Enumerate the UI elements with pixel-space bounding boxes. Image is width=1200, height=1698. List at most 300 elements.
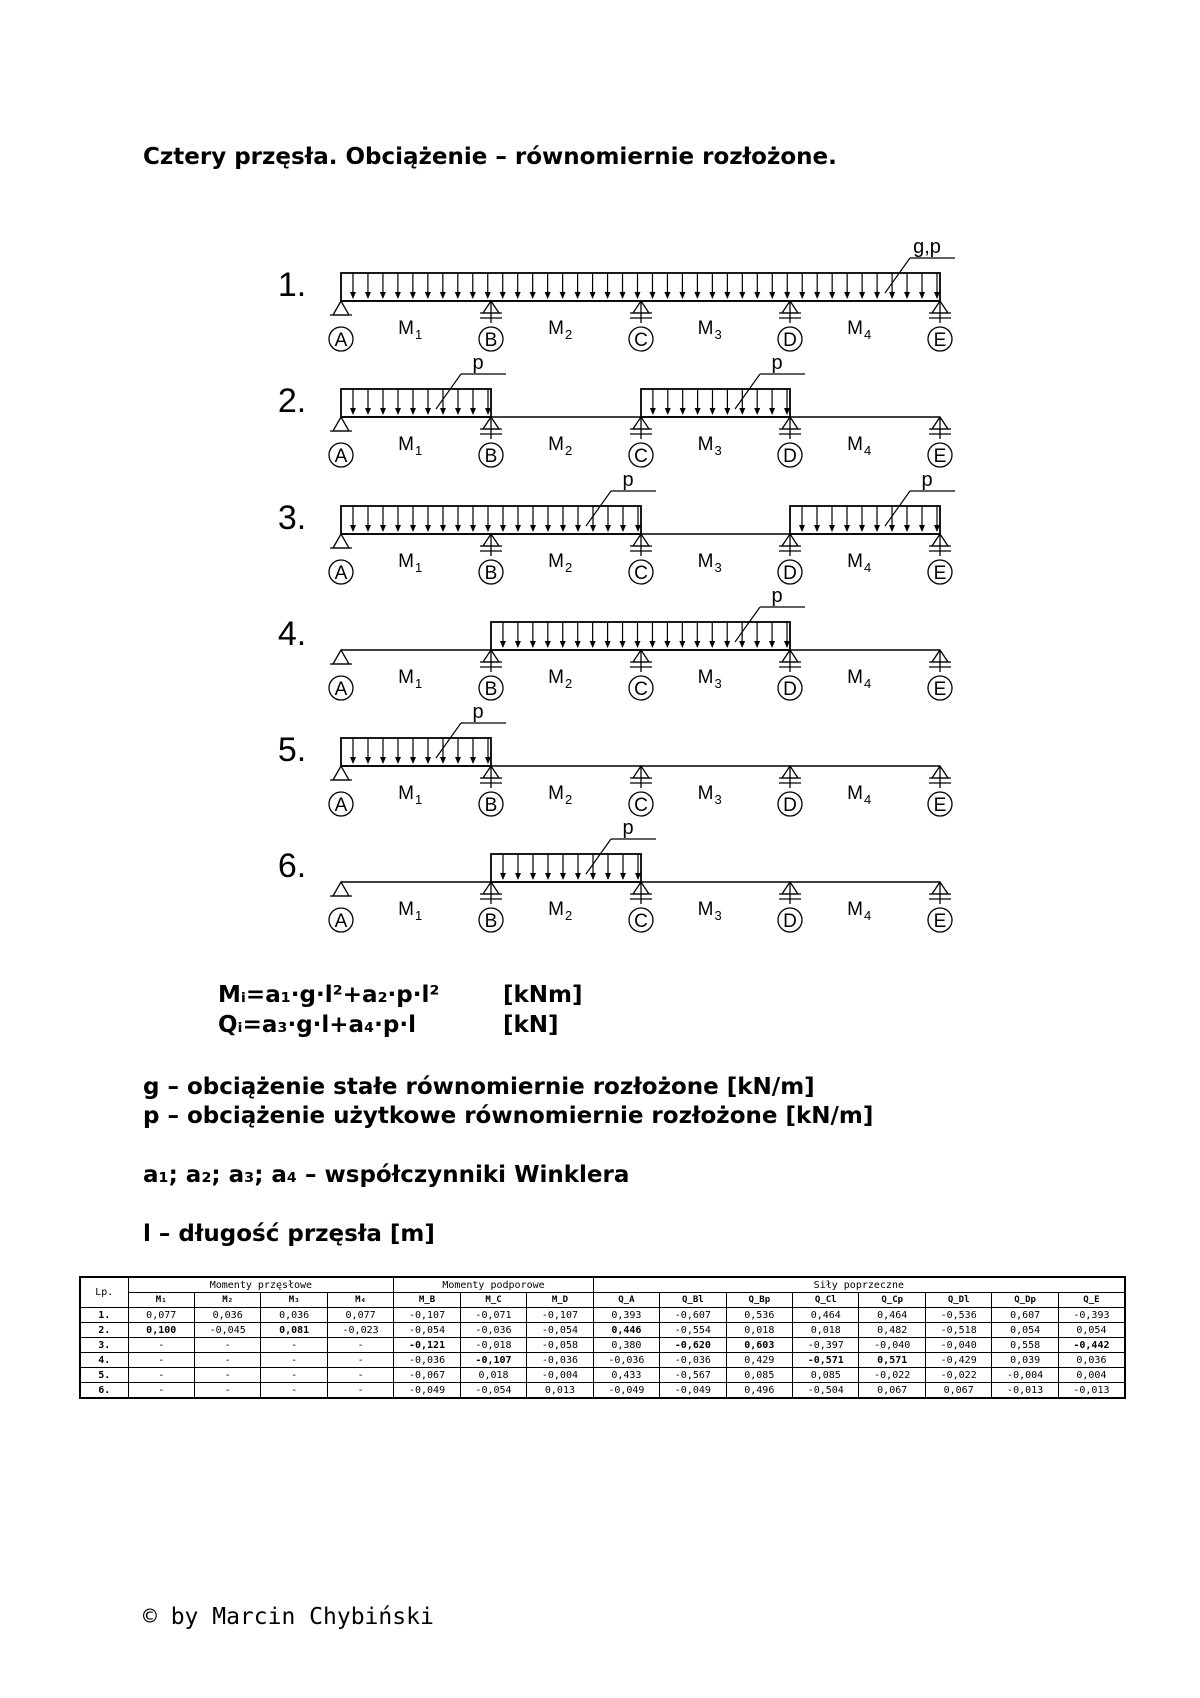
moment-label-sub: 2 [565, 560, 573, 575]
arrow-head [395, 292, 401, 299]
arrow-head [470, 292, 476, 299]
arrow-head [515, 525, 521, 532]
column-header: M_C [460, 1293, 526, 1308]
winkler-coefficients-table [79, 1276, 1126, 1399]
load-scheme [278, 236, 955, 351]
support-c [629, 301, 653, 351]
table-row [80, 1323, 1125, 1338]
moment-label-base: M [697, 318, 714, 339]
moment-label [847, 318, 871, 342]
moment-label [548, 899, 572, 923]
arrow-head [425, 408, 431, 415]
row-number: 3. [80, 1338, 128, 1353]
column-header: Q_E [1058, 1293, 1125, 1308]
support-b [479, 882, 503, 932]
column-header: M₄ [327, 1293, 393, 1308]
table-cell: 0,018 [460, 1368, 526, 1383]
moment-label-base: M [697, 899, 714, 920]
support-c [629, 882, 653, 932]
table-cell: 0,018 [726, 1323, 792, 1338]
load-scheme [278, 469, 955, 584]
moment-label [548, 667, 572, 691]
table-cell: -0,107 [394, 1308, 460, 1323]
distributed-load [341, 236, 955, 301]
moment-label [698, 899, 722, 923]
arrow-head [739, 408, 745, 415]
moment-label-base: M [697, 667, 714, 688]
arrow-head [365, 292, 371, 299]
support-letter: B [484, 330, 498, 351]
moment-formula: Mᵢ=a₁·g·l²+a₂·p·l² [218, 982, 440, 1008]
column-header: Q_Cp [859, 1293, 925, 1308]
moment-label-base: M [548, 318, 564, 339]
moment-label [398, 783, 422, 807]
table-cell: 0,429 [726, 1353, 792, 1368]
support-letter: B [484, 446, 498, 467]
table-cell: -0,107 [527, 1308, 593, 1323]
moment-label [698, 318, 722, 342]
scheme-number: 3. [277, 499, 307, 537]
arrow-head [590, 525, 596, 532]
moment-label-sub: 2 [565, 676, 573, 691]
support-letter: E [933, 563, 947, 584]
definition-l: l – długość przęsła [m] [143, 1221, 435, 1247]
arrow-head [769, 641, 775, 648]
arrow-head [560, 525, 566, 532]
support-letter: E [933, 679, 947, 700]
table-cell: 0,077 [128, 1308, 194, 1323]
support-a [329, 534, 353, 584]
moment-label-base: M [398, 318, 414, 339]
table-cell: -0,013 [1058, 1383, 1125, 1399]
table-cell: -0,022 [859, 1368, 925, 1383]
support-letter: D [783, 563, 797, 584]
table-cell: 0,496 [726, 1383, 792, 1399]
arrow-head [620, 873, 626, 880]
table-cell: - [194, 1383, 260, 1399]
load-label: p [622, 469, 634, 491]
arrow-head [934, 292, 940, 299]
moment-label-sub: 4 [864, 443, 872, 458]
table-cell: 0,603 [726, 1338, 792, 1353]
table-cell: - [261, 1338, 327, 1353]
moment-label-base: M [548, 667, 564, 688]
arrow-head [769, 292, 775, 299]
row-number: 1. [80, 1308, 128, 1323]
footer-copyright: © by Marcin Chybiński [143, 1604, 434, 1630]
table-cell: -0,036 [593, 1353, 659, 1368]
moment-label-base: M [847, 783, 863, 804]
label-leader [586, 839, 611, 874]
row-number: 2. [80, 1323, 128, 1338]
table-cell: -0,571 [793, 1353, 859, 1368]
moment-label-base: M [548, 899, 564, 920]
arrow-head [694, 641, 700, 648]
arrow-head [605, 641, 611, 648]
support-letter: C [634, 446, 648, 467]
load-block [341, 389, 491, 417]
arrow-head [485, 525, 491, 532]
table-cell: -0,607 [660, 1308, 726, 1323]
arrow-head [694, 292, 700, 299]
table-cell: -0,121 [394, 1338, 460, 1353]
column-header: M₃ [261, 1293, 327, 1308]
arrow-head [769, 408, 775, 415]
load-scheme [278, 585, 952, 700]
table-cell: 0,036 [1058, 1353, 1125, 1368]
table-cell: -0,054 [394, 1323, 460, 1338]
support-e [928, 301, 952, 351]
pin-support-icon [333, 534, 349, 548]
moment-label-sub: 3 [714, 443, 722, 458]
table-cell: -0,040 [859, 1338, 925, 1353]
moment-label-base: M [398, 783, 414, 804]
arrow-head [904, 292, 910, 299]
support-letter: B [484, 563, 498, 584]
column-header: Q_Bp [726, 1293, 792, 1308]
distributed-load [341, 352, 506, 417]
arrow-head [605, 292, 611, 299]
arrow-head [575, 641, 581, 648]
moment-label-base: M [847, 318, 863, 339]
table-cell: 0,081 [261, 1323, 327, 1338]
support-letter: C [634, 911, 648, 932]
support-b [479, 650, 503, 700]
arrow-head [470, 757, 476, 764]
arrow-head [844, 525, 850, 532]
support-letter: E [933, 446, 947, 467]
table-cell: 0,536 [726, 1308, 792, 1323]
moment-label-sub: 4 [864, 560, 872, 575]
arrow-head [679, 641, 685, 648]
table-row [80, 1308, 1125, 1323]
support-a [329, 301, 353, 351]
moment-label-sub: 1 [415, 560, 423, 575]
arrow-head [380, 292, 386, 299]
arrow-head [874, 525, 880, 532]
arrow-head [754, 408, 760, 415]
arrow-head [814, 525, 820, 532]
column-header: M₂ [194, 1293, 260, 1308]
arrow-head [380, 757, 386, 764]
arrow-head [440, 292, 446, 299]
table-cell: - [261, 1368, 327, 1383]
table-cell: -0,045 [194, 1323, 260, 1338]
support-e [928, 417, 952, 467]
arrow-head [784, 641, 790, 648]
column-header: Q_A [593, 1293, 659, 1308]
arrow-head [560, 873, 566, 880]
support-e [928, 534, 952, 584]
arrow-head [515, 873, 521, 880]
shear-unit: [kN] [503, 1012, 559, 1038]
arrow-head [919, 525, 925, 532]
table-cell: 0,464 [859, 1308, 925, 1323]
arrow-head [590, 873, 596, 880]
table-cell: 0,054 [992, 1323, 1058, 1338]
arrow-head [934, 525, 940, 532]
arrow-head [425, 757, 431, 764]
load-block [341, 738, 491, 766]
support-a [329, 882, 353, 932]
table-cell: -0,397 [793, 1338, 859, 1353]
pin-support-icon [333, 766, 349, 780]
column-header: Q_Bl [660, 1293, 726, 1308]
pin-support-icon [333, 650, 349, 664]
moment-label-base: M [548, 551, 564, 572]
arrow-head [575, 873, 581, 880]
arrow-head [739, 292, 745, 299]
moment-label-sub: 4 [864, 676, 872, 691]
column-header: M_B [394, 1293, 460, 1308]
arrow-head [530, 873, 536, 880]
arrow-head [709, 292, 715, 299]
table-cell: -0,023 [327, 1323, 393, 1338]
table-cell: 0,054 [1058, 1323, 1125, 1338]
support-d [778, 417, 802, 467]
support-letter: D [783, 330, 797, 351]
arrow-head [590, 641, 596, 648]
row-number: 4. [80, 1353, 128, 1368]
table-cell: 0,018 [793, 1323, 859, 1338]
arrow-head [724, 641, 730, 648]
support-letter: D [783, 911, 797, 932]
arrow-head [395, 525, 401, 532]
moment-label-sub: 3 [714, 792, 722, 807]
moment-label-base: M [847, 551, 863, 572]
arrow-head [620, 525, 626, 532]
table-cell: 0,085 [793, 1368, 859, 1383]
support-e [928, 650, 952, 700]
table-row [80, 1338, 1125, 1353]
moment-label [398, 434, 422, 458]
table-cell: 0,039 [992, 1353, 1058, 1368]
moment-label-base: M [398, 899, 414, 920]
arrow-head [709, 641, 715, 648]
load-label: p [771, 585, 783, 607]
arrow-head [635, 292, 641, 299]
moment-label [847, 783, 871, 807]
arrow-head [649, 292, 655, 299]
table-cell: - [128, 1353, 194, 1368]
load-scheme [278, 701, 952, 816]
distributed-load [491, 585, 805, 650]
moment-label-base: M [548, 783, 564, 804]
arrow-head [650, 408, 656, 415]
support-letter: C [634, 795, 648, 816]
arrow-head [710, 408, 716, 415]
arrow-head [724, 292, 730, 299]
table-cell: -0,018 [460, 1338, 526, 1353]
load-block [341, 506, 641, 534]
table-cell: -0,067 [394, 1368, 460, 1383]
arrow-head [649, 641, 655, 648]
moment-label-sub: 1 [415, 443, 423, 458]
table-cell: -0,393 [1058, 1308, 1125, 1323]
arrow-head [470, 525, 476, 532]
arrow-head [889, 292, 895, 299]
moment-label-base: M [697, 551, 714, 572]
table-cell: 0,380 [593, 1338, 659, 1353]
table-cell: 0,067 [925, 1383, 991, 1399]
moment-label [548, 434, 572, 458]
table-cell: 0,607 [992, 1308, 1058, 1323]
support-letter: D [783, 795, 797, 816]
row-number: 5. [80, 1368, 128, 1383]
label-leader [436, 374, 461, 409]
support-letter: C [634, 330, 648, 351]
table-cell: 0,077 [327, 1308, 393, 1323]
arrow-head [410, 757, 416, 764]
support-letter: A [334, 330, 348, 351]
moment-label [698, 667, 722, 691]
load-scheme [278, 817, 952, 932]
arrow-head [799, 292, 805, 299]
label-leader [885, 258, 910, 293]
distributed-load [491, 817, 656, 882]
support-b [479, 301, 503, 351]
support-c [629, 650, 653, 700]
definition-g: g – obciążenie stałe równomiernie rozłożone [kN/m] [143, 1074, 815, 1100]
table-cell: -0,004 [527, 1368, 593, 1383]
arrow-head [455, 525, 461, 532]
definition-p: p – obciążenie użytkowe równomiernie rozłożone [kN/m] [143, 1103, 874, 1129]
arrow-head [410, 292, 416, 299]
arrow-head [904, 525, 910, 532]
load-block [641, 389, 790, 417]
arrow-head [545, 525, 551, 532]
table-cell: 0,433 [593, 1368, 659, 1383]
arrow-head [515, 292, 521, 299]
support-letter: D [783, 679, 797, 700]
scheme-number: 6. [277, 847, 307, 885]
arrow-head [350, 757, 356, 764]
table-cell: -0,554 [660, 1323, 726, 1338]
table-cell: -0,049 [593, 1383, 659, 1399]
label-leader [436, 723, 461, 758]
table-cell: -0,620 [660, 1338, 726, 1353]
arrow-head [500, 525, 506, 532]
table-cell: 0,036 [194, 1308, 260, 1323]
scheme-number: 1. [277, 266, 307, 304]
moment-label-sub: 4 [864, 908, 872, 923]
table-cell: - [327, 1338, 393, 1353]
table-cell: - [327, 1353, 393, 1368]
arrow-head [500, 292, 506, 299]
table-cell: -0,036 [394, 1353, 460, 1368]
load-block [491, 854, 641, 882]
arrow-head [530, 292, 536, 299]
label-leader [735, 374, 760, 409]
arrow-head [799, 525, 805, 532]
arrow-head [814, 292, 820, 299]
support-letter: E [933, 795, 947, 816]
row-number: 6. [80, 1383, 128, 1399]
moment-label [847, 434, 871, 458]
arrow-head [679, 292, 685, 299]
arrow-head [410, 525, 416, 532]
moment-label-sub: 4 [864, 792, 872, 807]
arrow-head [425, 292, 431, 299]
table-row [80, 1383, 1125, 1399]
moment-label [398, 667, 422, 691]
moment-label [548, 783, 572, 807]
arrow-head [635, 873, 641, 880]
pin-support-icon [333, 417, 349, 431]
moment-label [398, 551, 422, 575]
moment-label-sub: 1 [415, 676, 423, 691]
moment-label [698, 551, 722, 575]
support-letter: A [334, 563, 348, 584]
support-d [778, 882, 802, 932]
moment-label-sub: 3 [714, 908, 722, 923]
support-letter: B [484, 679, 498, 700]
table-cell: -0,013 [992, 1383, 1058, 1399]
arrow-head [919, 292, 925, 299]
moment-label-sub: 2 [565, 792, 573, 807]
table-cell: - [194, 1353, 260, 1368]
arrow-head [859, 525, 865, 532]
arrow-head [410, 408, 416, 415]
distributed-load [641, 352, 805, 417]
moment-label-sub: 1 [415, 908, 423, 923]
support-moments-header: Momenty podporowe [394, 1277, 593, 1293]
scheme-number: 2. [277, 382, 307, 420]
column-header: Q_Dl [925, 1293, 991, 1308]
table-cell: -0,054 [460, 1383, 526, 1399]
moment-label-base: M [697, 783, 714, 804]
moment-label-base: M [398, 551, 414, 572]
arrow-head [829, 292, 835, 299]
table-cell: -0,442 [1058, 1338, 1125, 1353]
moment-label-sub: 2 [565, 443, 573, 458]
shear-forces-header: Siły poprzeczne [593, 1277, 1125, 1293]
moment-label-sub: 2 [565, 908, 573, 923]
moment-unit: [kNm] [503, 982, 583, 1008]
arrow-head [455, 408, 461, 415]
moment-label [847, 667, 871, 691]
table-cell: 0,571 [859, 1353, 925, 1368]
moment-label [548, 318, 572, 342]
support-letter: D [783, 446, 797, 467]
label-leader [885, 491, 910, 526]
arrow-head [350, 408, 356, 415]
moment-label-base: M [398, 434, 414, 455]
arrow-head [664, 641, 670, 648]
arrow-head [754, 292, 760, 299]
arrow-head [665, 408, 671, 415]
table-cell: -0,536 [925, 1308, 991, 1323]
arrow-head [455, 292, 461, 299]
table-cell: 0,067 [859, 1383, 925, 1399]
lp-header: Lp. [80, 1277, 128, 1308]
support-b [479, 534, 503, 584]
arrow-head [545, 641, 551, 648]
table-cell: - [128, 1383, 194, 1399]
table-row [80, 1368, 1125, 1383]
support-c [629, 417, 653, 467]
moment-label [698, 434, 722, 458]
arrow-head [440, 525, 446, 532]
arrow-head [455, 757, 461, 764]
support-letter: E [933, 911, 947, 932]
support-d [778, 650, 802, 700]
support-letter: A [334, 446, 348, 467]
arrow-head [485, 292, 491, 299]
load-label: p [472, 701, 484, 723]
arrow-head [680, 408, 686, 415]
support-c [629, 534, 653, 584]
